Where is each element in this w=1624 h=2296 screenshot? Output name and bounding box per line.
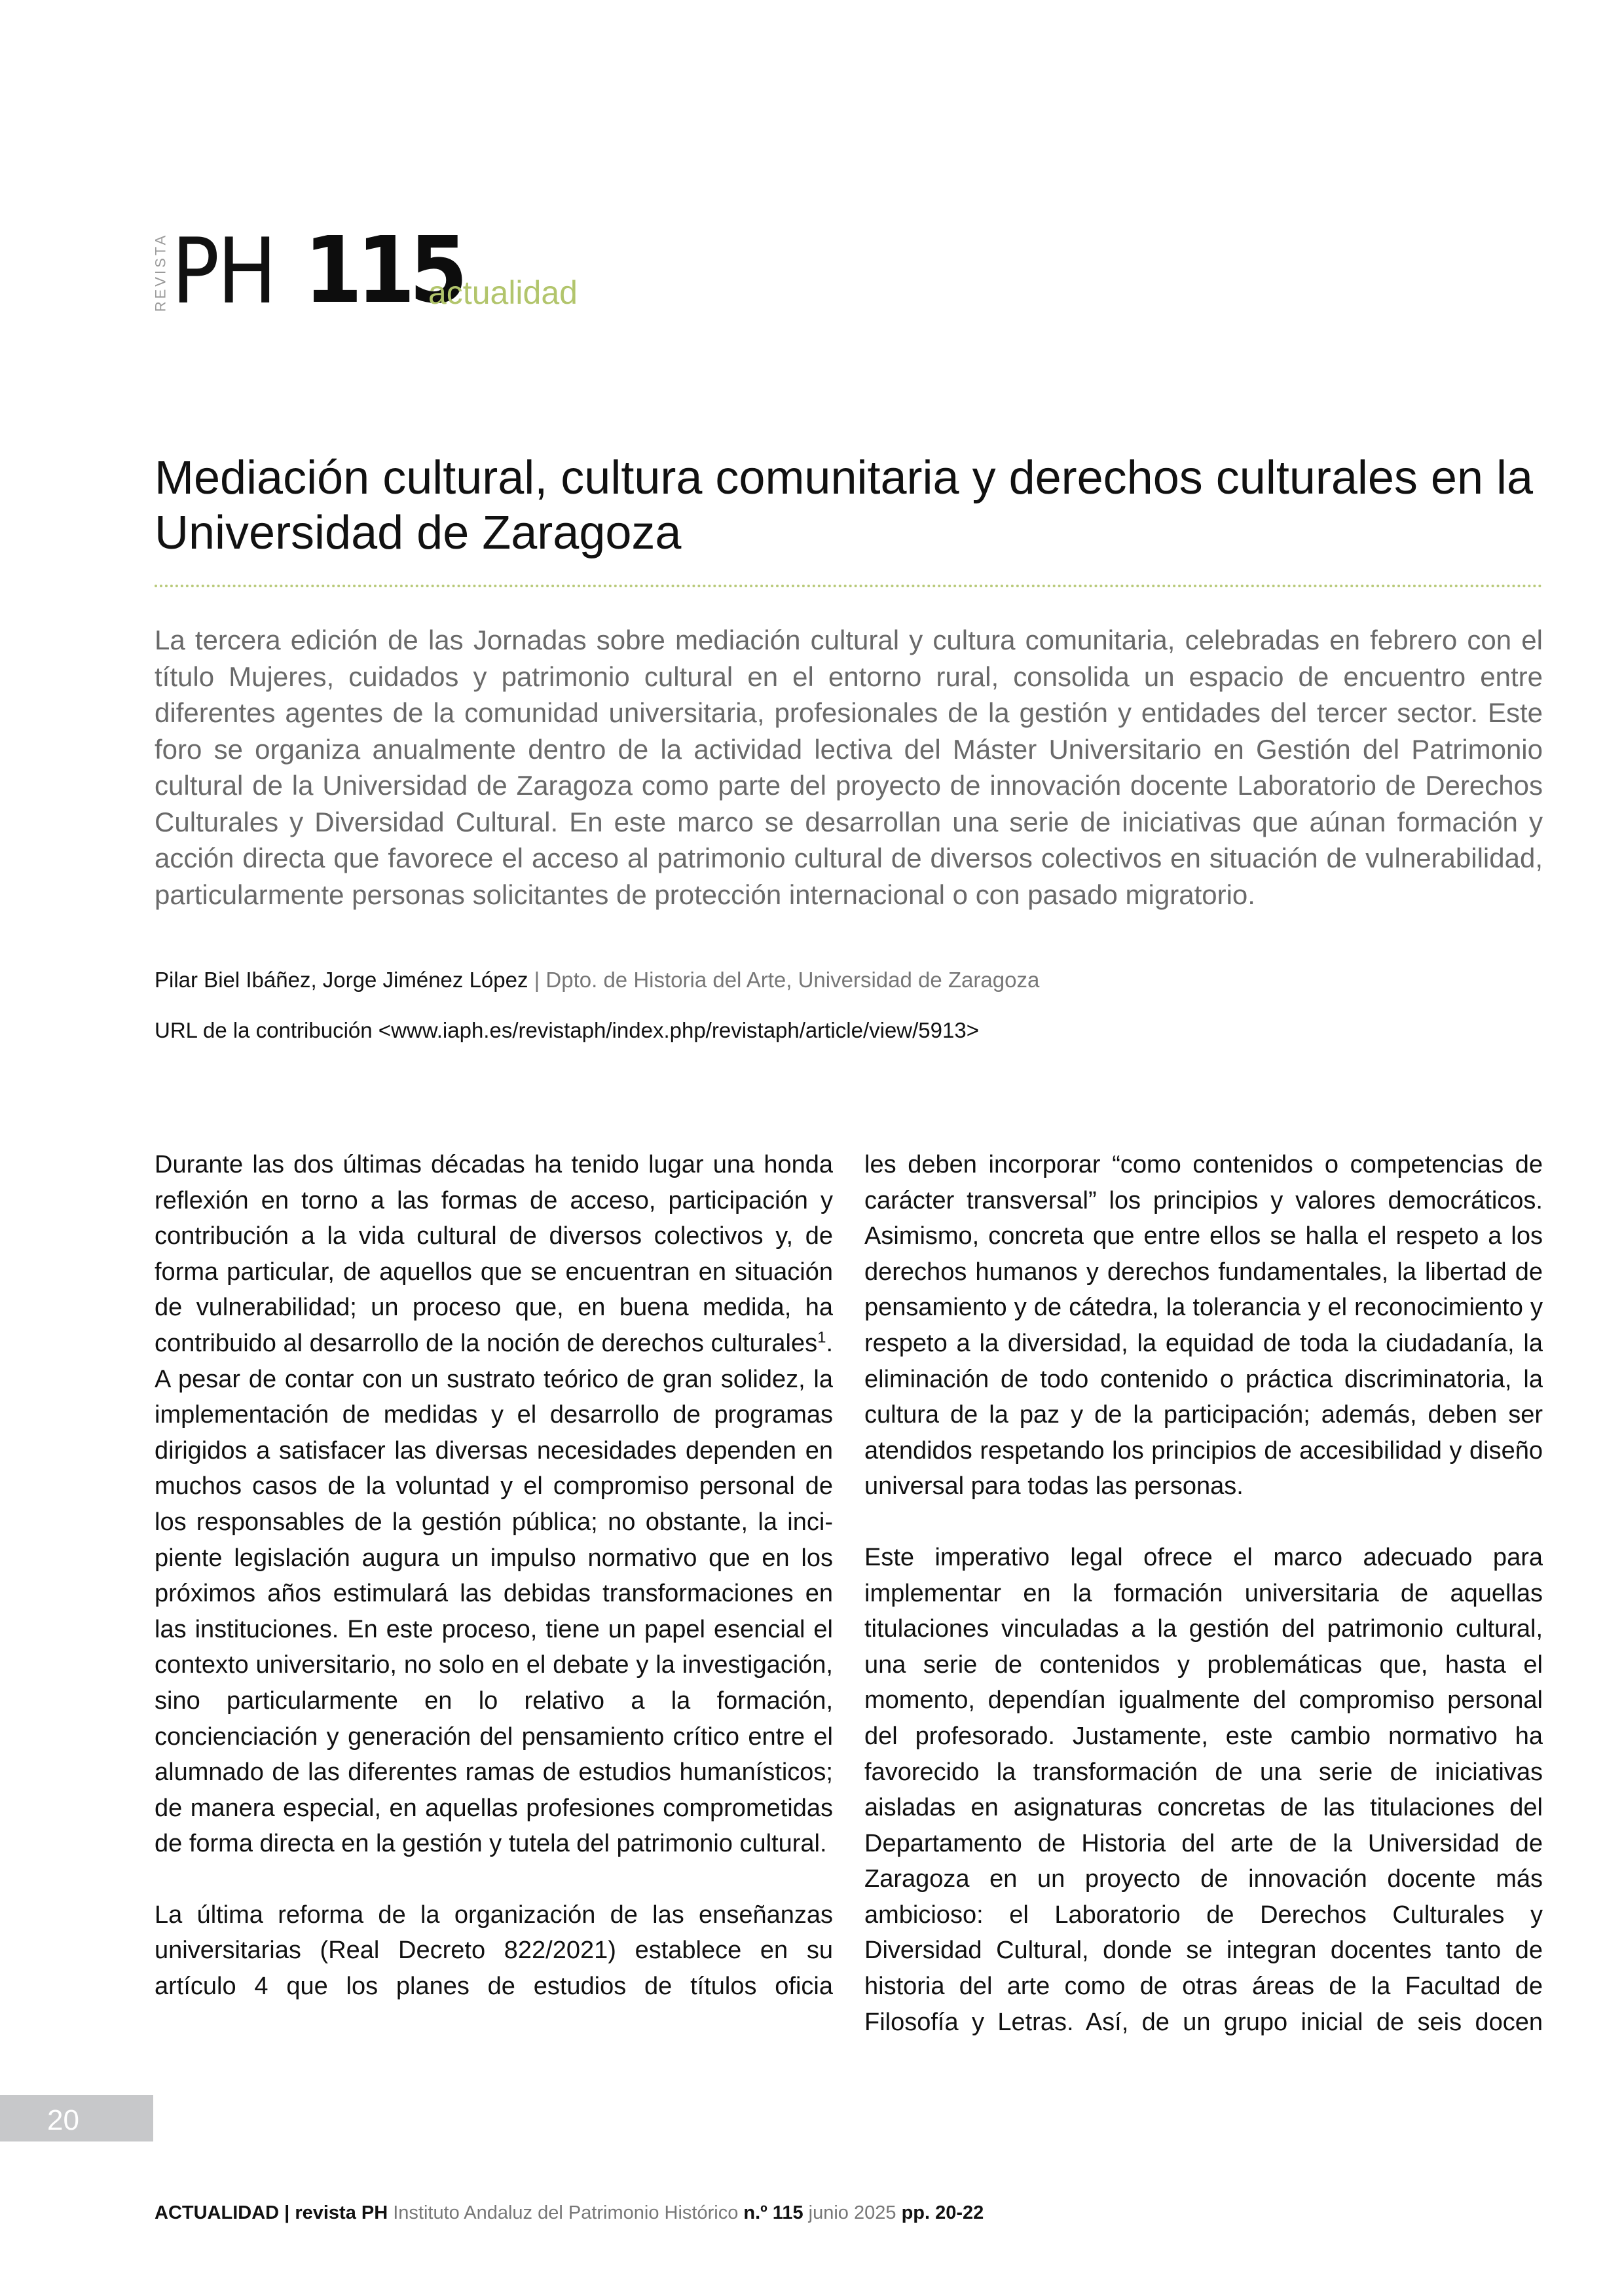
contribution-url[interactable]: URL de la contribución <www.iaph.es/revistaph/index.php/revistaph/article/view/5913> [155, 1018, 979, 1042]
footer-date: junio 2025 [803, 2202, 902, 2223]
body-paragraph: Este imperativo legal ofrece el marco adecuado para implementar en la formación universitaria de aquellas titulaciones vinculadas a la gestión del patrimonio cultural, una serie de contenidos y problemáticas que, hasta el momento, dependían igualmente del compromiso personal del profesorado. Justamente, este cambio normativo ha favorecido la transformación de una serie de iniciativas aisladas en asignaturas concretas de las titulaciones del Departamento de Historia del arte de la Universidad de Zaragoza en un proyecto de innovación docente más ambicioso: el Laboratorio de Derechos Culturales y Diversidad Cultural, donde se integran docentes tanto de historia del arte como de otras áreas de la Facultad de Filosofía y Letras. Así, de un grupo inicial de seis docen [864, 1543, 1543, 2036]
body-paragraph: les deben incorporar “como contenidos o competencias de carácter transversal” los principios y valores democráticos. Asimismo, concreta que entre ellos se halla el respeto a los derechos humanos y derechos fundamentales, la libertad de pensamiento y de cátedra, la tolerancia y el reconocimiento y respeto a la diversidad, la equidad de toda la ciudadanía, la eliminación de todo contenido o práctica discriminatoria, la cultura de la paz y de la participación; además, deben ser atendidos respetando los principios de accesibilidad y diseño universal para todas las personas. [864, 1151, 1543, 1501]
masthead-revista-label: REVISTA [152, 232, 169, 312]
masthead-section-label: actualidad [428, 274, 578, 311]
title-dotted-divider [155, 585, 1543, 587]
author-affiliation: Dpto. de Historia del Arte, Universidad de Zaragoza [545, 968, 1040, 992]
masthead-ph-logo: PH [172, 219, 275, 324]
article-lede: La tercera edición de las Jornadas sobre mediación cultural y cultura comunitaria, celebradas en febrero con el título Mujeres, cuidados y patrimonio cultural en el entorno rural, consolida un espacio de encuentro entre diferentes agentes de la comunidad universitaria, profesionales de la gestión y entidades del tercer sector. Este foro se organiza anualmente dentro de la actividad lectiva del Máster Universitario en Gestión del Patrimonio cultural de la Universidad de Zaragoza como parte del proyecto de innovación docente Laboratorio de Derechos Culturales y Diversidad Cultural. En este marco se desarrollan una serie de iniciativas que aúnan formación y acción directa que favorece el acceso al patrimonio cultural de diversos colectivos en situación de vulnerabilidad, particularmente personas solicitantes de protección internacional o con pasado migratorio. [155, 625, 1543, 910]
page-footer [155, 2202, 984, 2224]
footer-section: ACTUALIDAD | revista PH [155, 2202, 388, 2223]
byline-separator: | [528, 968, 546, 992]
page-number-box [0, 2095, 153, 2141]
footnote-marker[interactable]: 1 [817, 1328, 826, 1347]
footer-pages: pp. 20-22 [901, 2202, 984, 2223]
footer-issue: n.º 115 [743, 2202, 803, 2223]
body-column-right [864, 1147, 1543, 2075]
page-number: 20 [47, 2104, 79, 2136]
author-names: Pilar Biel Ibáñez, Jorge Jiménez López [155, 968, 528, 992]
article-title: Mediación cultural, cultura comunitaria y derechos culturales en la Universidad de Zaragoza [155, 452, 1534, 559]
body-paragraph: Durante las dos últimas décadas ha tenido lugar una honda reflexión en torno a las formas de acceso, participación y contribución a la vida cultural de diversos colectivos y, de forma particular, de aquellos que se encuentran en situación de vulnerabilidad; un proceso que, en buena medida, ha contribuido al desarrollo de la noción de derechos culturales$^1$. A pesar de contar con un sustrato teórico de gran solidez, la implementación de medidas y el desarrollo de programas dirigidos a satisfacer las diversas necesidades dependen en muchos casos de la voluntad y el compromiso personal de los responsables de la gestión pública; no obstante, la incipiente legislación augura un impulso normativo que en los próximos años estimulará las debidas transformaciones en las instituciones. En este proceso, tiene un papel esencial el contexto universitario, no solo en el debate y la investigación, sino particularmente en lo relativo a la formación, concienciación y generación del pensamiento crítico entre el alumnado de las diferentes ramas de estudios humanísticos; de manera especial, en aquellas profesiones comprometidas de forma directa en la gestión y tutela del patrimonio cultural. [155, 1151, 833, 1858]
masthead-issue-number: 115 [304, 217, 462, 324]
body-paragraph: La última reforma de la organización de las enseñanzas universitarias (Real Decreto 822/2021) establece en su artículo 4 que los planes de estudios de títulos oficia [155, 1901, 833, 2001]
body-column-left [155, 1147, 833, 2040]
footer-institution: Instituto Andaluz del Patrimonio Histórico [388, 2202, 744, 2223]
article-byline [155, 968, 1039, 993]
